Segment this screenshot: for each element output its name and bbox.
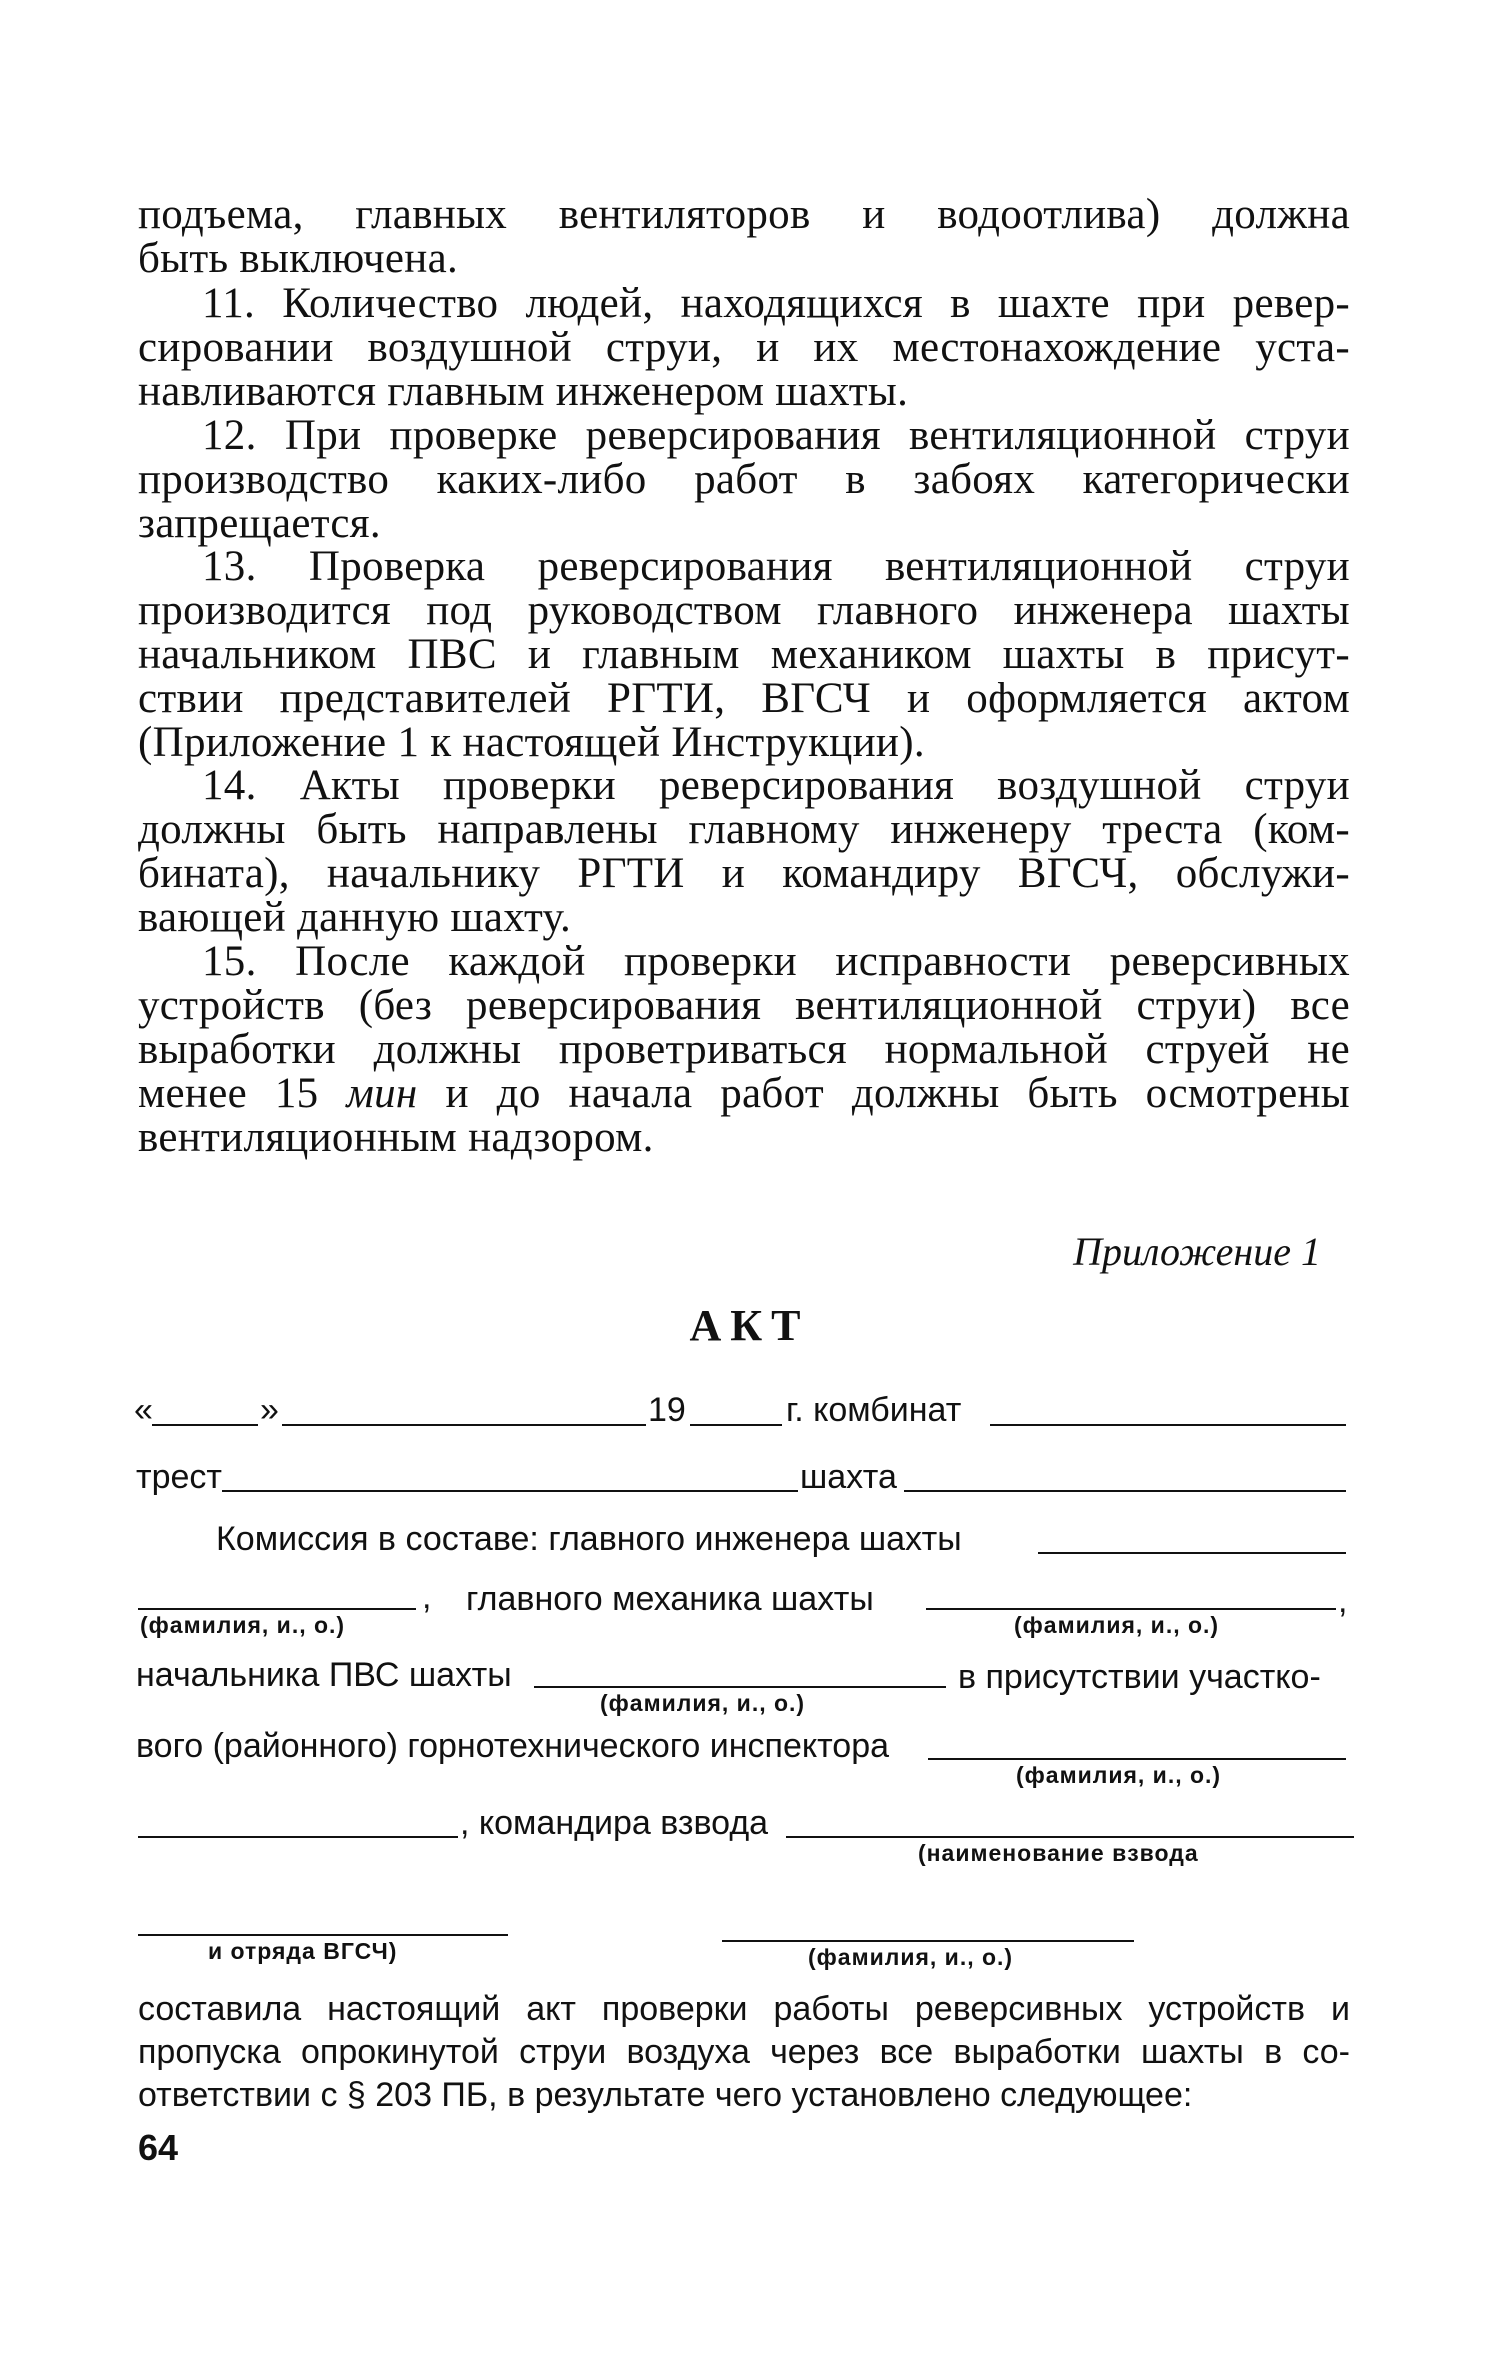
month-blank-line[interactable] xyxy=(282,1424,646,1426)
text-line: составила настоящий акт проверки работы реверсивных устройств и xyxy=(138,1990,1350,2028)
text-line: 12. При проверке реверсирования вентиляционной струи xyxy=(202,412,1350,459)
chief-engineer-blank-line[interactable] xyxy=(1038,1552,1346,1554)
act-title: АКТ xyxy=(689,1301,810,1350)
text-fragment: менее 15 xyxy=(138,1070,347,1117)
mine-blank-line[interactable] xyxy=(904,1490,1346,1492)
comma-separator: , xyxy=(1338,1582,1348,1620)
text-line: производится под руководством главного инженера шахты xyxy=(138,587,1350,634)
text-line: начальником ПВС и главным механиком шахты в присут- xyxy=(138,631,1350,678)
text-fragment: и до начала работ должны быть осмотрены xyxy=(417,1070,1350,1117)
text-line: запрещается. xyxy=(138,500,381,547)
caption-detachment: и отряда ВГСЧ) xyxy=(208,1938,398,1964)
quote-open: « xyxy=(134,1391,153,1429)
trust-blank-line[interactable] xyxy=(222,1490,798,1492)
caption-full-name: (фамилия, и., о.) xyxy=(600,1690,806,1716)
inspector-name-line[interactable] xyxy=(928,1758,1346,1760)
inspector-name-continuation-line[interactable] xyxy=(138,1836,458,1838)
caption-full-name: (фамилия, и., о.) xyxy=(808,1944,1014,1970)
platoon-name-line[interactable] xyxy=(786,1836,1354,1838)
head-pvs-label: начальника ПВС шахты xyxy=(136,1656,512,1694)
commander-name-line[interactable] xyxy=(722,1940,1134,1942)
chief-engineer-name-line[interactable] xyxy=(138,1608,416,1610)
text-line: (Приложение 1 к настоящей Инструкции). xyxy=(138,719,925,766)
text-line: вающей данную шахту. xyxy=(138,894,572,941)
caption-platoon-name: (наименование взвода xyxy=(918,1840,1199,1866)
detachment-line[interactable] xyxy=(138,1934,508,1936)
appendix-label: Приложение 1 xyxy=(1073,1229,1321,1274)
comma-separator: , xyxy=(422,1578,432,1616)
text-line: сировании воздушной струи, и их местонахождение уста- xyxy=(138,324,1350,371)
text-line: 14. Акты проверки реверсирования воздушной струи xyxy=(202,762,1350,809)
text-line: производство каких-либо работ в забоях категорически xyxy=(138,456,1350,503)
head-pvs-name-line[interactable] xyxy=(534,1686,946,1688)
day-blank-line[interactable] xyxy=(152,1424,258,1426)
text-line: ствии представителей РГТИ, ВГСЧ и оформляется актом xyxy=(138,675,1350,722)
combine-blank-line[interactable] xyxy=(990,1424,1346,1426)
text-line: 15. После каждой проверки исправности реверсивных xyxy=(202,938,1350,985)
mine-label: шахта xyxy=(800,1458,897,1496)
quote-close: » xyxy=(260,1391,279,1429)
text-line: вентиляционным надзором. xyxy=(138,1114,654,1161)
closing-paragraph xyxy=(138,1988,1350,2117)
text-line: должны быть направлены главному инженеру треста (ком- xyxy=(138,806,1350,853)
text-line: подъема, главных вентиляторов и водоотлива) должна xyxy=(138,191,1350,238)
caption-full-name: (фамилия, и., о.) xyxy=(140,1612,346,1638)
caption-full-name: (фамилия, и., о.) xyxy=(1014,1612,1220,1638)
text-line: ответствии с § 203 ПБ, в результате чего установлено следующее: xyxy=(138,2076,1193,2114)
page-number: 64 xyxy=(138,2127,179,2168)
unit-minutes: мин xyxy=(346,1070,418,1117)
text-line: устройств (без реверсирования вентиляционной струи) все xyxy=(138,982,1350,1029)
text-line: выработки должны проветриваться нормальной струей не xyxy=(138,1026,1350,1073)
chief-mechanic-label: главного механика шахты xyxy=(466,1580,874,1618)
combine-label: г. комбинат xyxy=(786,1391,962,1429)
text-line: навливаются главным инженером шахты. xyxy=(138,368,909,415)
chief-mechanic-name-line[interactable] xyxy=(926,1608,1336,1610)
year-blank-line[interactable] xyxy=(690,1424,782,1426)
commission-label: Комиссия в составе: главного инженера шахты xyxy=(216,1520,962,1558)
text-line: быть выключена. xyxy=(138,235,459,282)
year-prefix: 19 xyxy=(648,1391,686,1429)
district-inspector-label: вого (районного) горнотехнического инспектора xyxy=(136,1727,890,1765)
trust-label: трест xyxy=(136,1458,222,1496)
text-line: пропуска опрокинутой струи воздуха через все выработки шахты в со- xyxy=(138,2033,1350,2071)
text-line: 13. Проверка реверсирования вентиляционной струи xyxy=(202,543,1350,590)
in-presence-label: в присутствии участко- xyxy=(958,1658,1321,1696)
platoon-commander-label: , командира взвода xyxy=(460,1804,769,1842)
caption-full-name: (фамилия, и., о.) xyxy=(1016,1762,1222,1788)
text-line: 11. Количество людей, находящихся в шахте при ревер- xyxy=(202,280,1350,327)
text-line: бината), начальнику РГТИ и командиру ВГСЧ, обслужи- xyxy=(138,850,1350,897)
